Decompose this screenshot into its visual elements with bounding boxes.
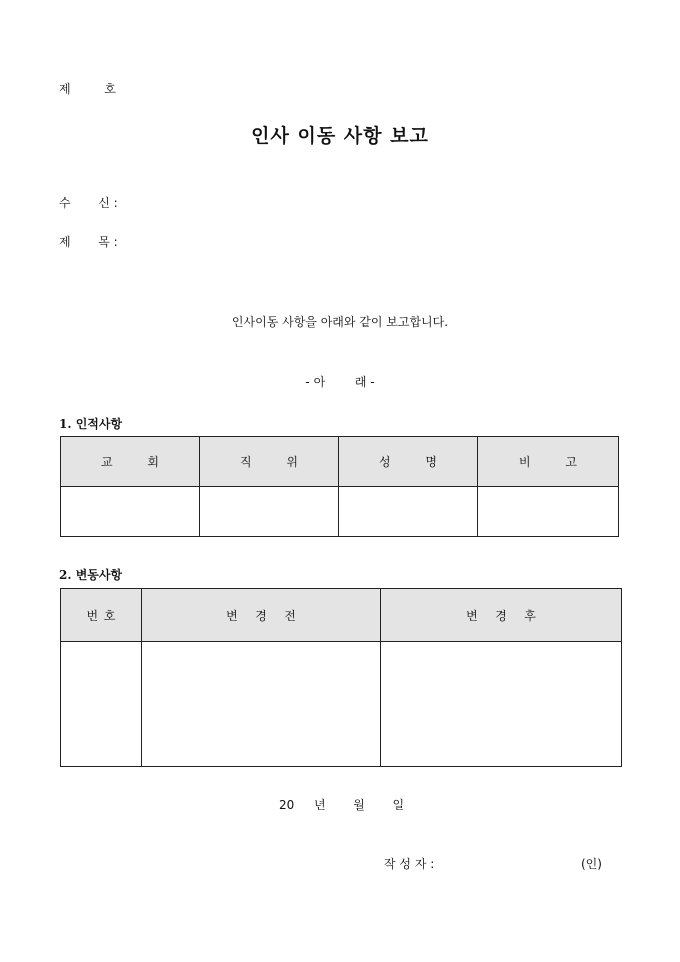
doc-number-right: 호 — [104, 82, 116, 96]
section2-heading: 2. 변동사항 — [59, 568, 123, 582]
table-row — [61, 487, 619, 537]
recipient-label-right: 신 : — [98, 196, 118, 210]
cell-position[interactable] — [200, 487, 339, 537]
header-remarks: 비 고 — [478, 437, 619, 487]
header-church: 교 회 — [61, 437, 200, 487]
date-year: 년 — [313, 798, 326, 812]
header-after-change: 변 경 후 — [381, 589, 622, 642]
subject-label-left: 제 — [59, 235, 71, 249]
document-number-label — [59, 80, 116, 97]
date-line — [279, 796, 404, 813]
below-marker-right: 래 - — [354, 375, 375, 389]
table-header-row — [61, 437, 619, 487]
cell-number[interactable] — [61, 642, 142, 767]
changes-table — [60, 588, 622, 767]
page-title: 인사 이동 사항 보고 — [251, 125, 429, 147]
date-year-prefix: 20 — [279, 798, 295, 812]
header-before-change: 변 경 전 — [142, 589, 381, 642]
below-marker — [0, 373, 680, 390]
cell-before-change[interactable] — [142, 642, 381, 767]
header-position: 직 위 — [200, 437, 339, 487]
table-header-row — [61, 589, 622, 642]
recipient-label-left: 수 — [59, 196, 71, 210]
recipient-field — [59, 194, 118, 211]
subject-field — [59, 233, 118, 250]
section1-heading: 1. 인적사항 — [59, 417, 123, 431]
body-text: 인사이동 사항을 아래와 같이 보고합니다. — [231, 315, 449, 329]
header-number: 번 호 — [61, 589, 142, 642]
date-month: 월 — [353, 798, 365, 812]
date-day: 일 — [392, 798, 405, 812]
table-row — [61, 642, 622, 767]
seal-mark: (인) — [581, 857, 602, 871]
cell-name[interactable] — [339, 487, 478, 537]
personal-info-table — [60, 436, 619, 537]
author-label: 작 성 자 : — [384, 857, 435, 871]
below-marker-left: - 아 — [305, 375, 326, 389]
cell-church[interactable] — [61, 487, 200, 537]
cell-after-change[interactable] — [381, 642, 622, 767]
subject-label-right: 목 : — [98, 235, 118, 249]
cell-remarks[interactable] — [478, 487, 619, 537]
doc-number-left: 제 — [59, 82, 71, 96]
header-name: 성 명 — [339, 437, 478, 487]
